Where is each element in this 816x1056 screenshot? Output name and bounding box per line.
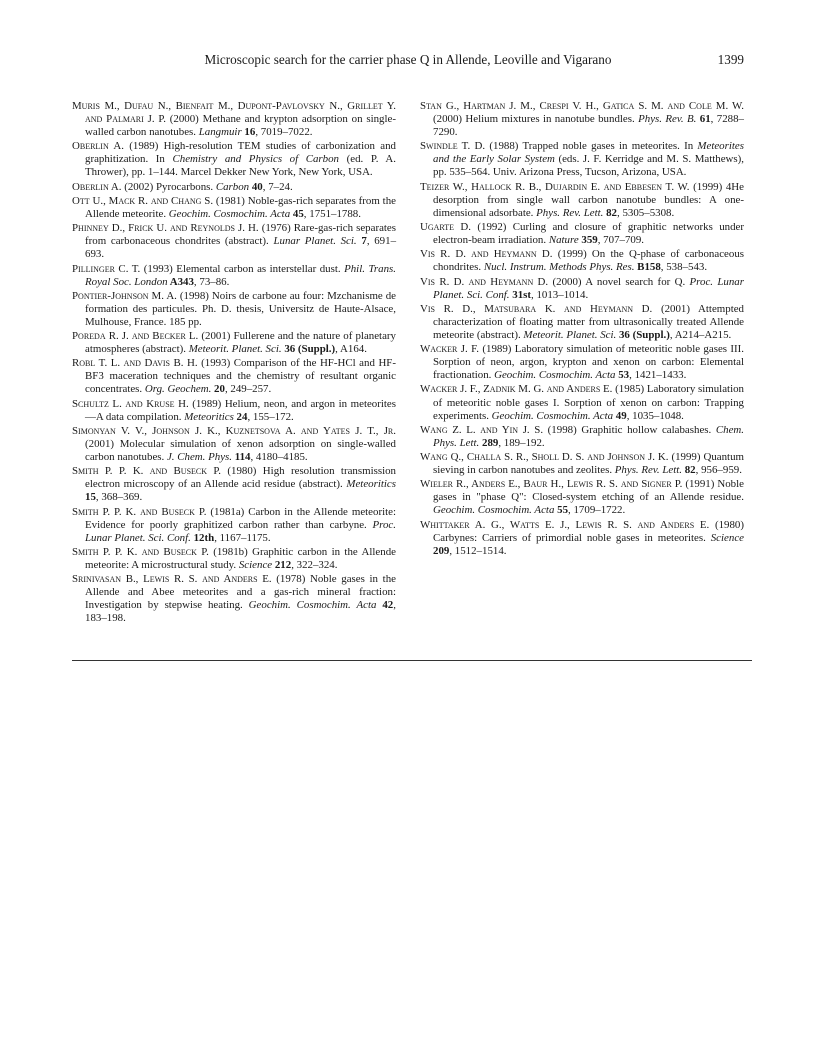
reference-journal: J. Chem. Phys.: [166, 451, 232, 464]
reference-title: (1981b) Graphitic carbon in the Allende meteorite: A microstructural study.: [85, 545, 396, 572]
reference-journal: Phil. Trans. Royal Soc. London: [85, 262, 396, 288]
reference-authors: Stan G., Hartman J. M., Crespi V. H., Gatica S. M. and Cole M. W.: [420, 100, 744, 112]
reference-entry: [72, 573, 396, 625]
reference-entry: [420, 221, 744, 247]
reference-volume: 53: [615, 369, 630, 382]
reference-authors: Oberlin A.: [72, 180, 122, 193]
reference-volume: 42: [376, 599, 394, 612]
reference-entry: [72, 195, 396, 221]
reference-pages: , 73–86.: [193, 275, 230, 288]
page-header: [72, 52, 744, 70]
reference-pages: , 1421–1433.: [629, 369, 687, 382]
reference-entry: [420, 140, 744, 179]
reference-title: (1991) Noble gases in "phase Q": Closed-system etching of an Allende residue.: [433, 478, 744, 504]
reference-title: (1989) High-resolution TEM studies of carbonization and graphitization. In: [85, 140, 396, 166]
reference-authors: Oberlin A.: [72, 140, 125, 153]
reference-pages: , 7–24.: [262, 180, 293, 193]
reference-journal: Meteoritics: [184, 410, 234, 423]
reference-journal: Science: [238, 559, 273, 572]
reference-volume: 15: [85, 491, 96, 504]
reference-authors: Srinivasan B., Lewis R. S. and Anders E.: [72, 573, 272, 586]
reference-journal: Chem. Phys. Lett.: [433, 423, 745, 449]
reference-authors: Wieler R., Anders E., Baur H., Lewis R. S. and Signer P.: [420, 478, 683, 491]
reference-entry: [420, 383, 744, 422]
reference-journal: Nature: [548, 234, 579, 247]
reference-entry: [72, 330, 396, 356]
reference-entry: [420, 303, 744, 342]
reference-volume: 82: [682, 464, 696, 477]
reference-entry: [72, 181, 396, 194]
reference-title: (2001) Fullerene and the nature of planetary atmospheres (abstract).: [85, 330, 396, 356]
reference-authors: Vis R. D. and Heymann D.: [420, 275, 549, 288]
reference-authors: Vis R. D., Matsubara K. and Heymann D.: [420, 302, 653, 315]
reference-title: (2000) Methane and krypton adsorption on single-walled carbon nanotubes.: [85, 113, 396, 139]
reference-journal: Langmuir: [198, 126, 242, 139]
reference-journal: Phys. Rev. B.: [638, 113, 697, 126]
reference-authors: Smith P. P. K. and Buseck P.: [72, 505, 207, 518]
reference-journal: Phys. Rev. Lett.: [536, 206, 604, 219]
reference-journal: Geochim. Cosmochim. Acta: [433, 504, 555, 517]
reference-entry: [72, 506, 396, 545]
reference-journal: Meteoritics: [346, 478, 396, 491]
reference-authors: Vis R. D. and Heymann D.: [420, 248, 553, 261]
reference-title: (1993) Elemental carbon as interstellar dust.: [140, 262, 345, 275]
reference-entry: [420, 343, 744, 382]
reference-entry: [420, 451, 744, 477]
reference-pages: , 7019–7022.: [255, 126, 313, 139]
reference-volume: 24: [233, 410, 248, 423]
reference-entry: [72, 546, 396, 572]
reference-title: (1989) Helium, neon, and argon in meteorites—A data compilation.: [85, 397, 397, 423]
reference-volume: 212: [272, 559, 292, 572]
reference-entry: [420, 100, 744, 139]
reference-journal: Carbon: [215, 180, 250, 193]
reference-volume: 55: [554, 504, 569, 517]
reference-entry: [72, 222, 396, 261]
reference-pages: , 707–709.: [597, 234, 645, 247]
reference-journal: Org. Geochem.: [144, 383, 212, 396]
reference-title: (1999) On the Q-phase of carbonaceous chondrites.: [433, 248, 744, 274]
references-left-column: [72, 100, 396, 627]
reference-authors: Smith P. P. K. and Buseck P.: [72, 465, 221, 478]
reference-authors: Whittaker A. G., Watts E. J., Lewis R. S. and Anders E.: [420, 518, 710, 531]
reference-volume: 31st: [509, 288, 532, 301]
reference-authors: Wacker J. F.: [420, 343, 480, 356]
reference-volume: 12th: [190, 531, 215, 544]
reference-volume: 359: [578, 234, 598, 247]
reference-volume: 36 (Suppl.): [281, 343, 336, 356]
reference-title: (1976) Rare-gas-rich separates from carbonaceous chondrites (abstract).: [85, 222, 397, 248]
reference-title: (1985) Laboratory simulation of meteoritic noble gases I. Sorption of xenon on carbon: Trapping experiments.: [433, 383, 744, 422]
reference-journal: Geochim. Cosmochim. Acta: [491, 409, 614, 422]
reference-journal: Phys. Rev. Lett.: [614, 464, 683, 477]
reference-authors: Wacker J. F., Zadnik M. G. and Anders E.: [420, 383, 613, 396]
reference-title: (2000) Helium mixtures in nanotube bundles.: [433, 113, 639, 126]
reference-journal: Nucl. Instrum. Methods Phys. Res.: [483, 261, 635, 274]
reference-pages: , 368–369.: [95, 491, 143, 504]
reference-authors: Robl T. L. and Davis B. H.: [72, 357, 198, 370]
reference-journal: Chemistry and Physics of Carbon: [172, 153, 340, 166]
reference-journal: Geochim. Cosmochim. Acta: [248, 599, 377, 612]
reference-title: (1980) Carbynes: Carriers of primordial noble gases in meteorites.: [433, 518, 745, 544]
references-right-column: [420, 100, 744, 559]
reference-volume: 16: [241, 126, 256, 139]
reference-journal: Proc. Lunar Planet. Sci. Conf.: [433, 275, 744, 301]
footer-rule: [72, 660, 752, 661]
reference-entry: [72, 290, 396, 329]
reference-volume: 40: [249, 180, 263, 193]
reference-pages: , 322–324.: [291, 559, 338, 572]
reference-pages: , 249–257.: [224, 383, 272, 396]
reference-entry: [72, 100, 396, 139]
reference-authors: Poreda R. J. and Becker L.: [72, 330, 199, 343]
reference-pages: , 1167–1175.: [214, 531, 271, 544]
reference-volume: 45: [290, 207, 304, 220]
reference-authors: Pillinger C. T.: [72, 262, 141, 275]
reference-volume: 7: [356, 235, 367, 248]
reference-pages: (ed. P. A. Thrower), pp. 1–144. Marcel Dekker New York, New York, USA.: [85, 153, 396, 179]
reference-pages: , 5305–5308.: [617, 206, 675, 219]
reference-title: (1989) Laboratory simulation of meteoritic noble gases III. Sorption of neon, argon, krypton and xenon on carbon: Elemental fractionation.: [433, 343, 744, 382]
reference-pages: , A214–A215.: [669, 328, 732, 341]
reference-volume: A343: [167, 275, 194, 288]
reference-volume: 61: [696, 113, 711, 126]
reference-authors: Wang Z. L. and Yin J. S.: [420, 423, 544, 436]
reference-pages: , 1512–1514.: [449, 544, 507, 557]
reference-pages: , 538–543.: [660, 261, 708, 274]
reference-entry: [72, 398, 396, 424]
reference-title: (1978) Noble gases in the Allende and Abee meteorites and a gas-rich mineral fraction: Investigation by stepwise heating.: [85, 573, 396, 612]
reference-volume: 114: [232, 451, 251, 464]
reference-entry: [72, 425, 396, 464]
reference-authors: Ugarte D.: [420, 220, 472, 233]
reference-title: (2001) Attempted characterization of floating matter from ultrasonically treated Allende meteorite (abstract).: [433, 302, 744, 341]
reference-pages: , 1035–1048.: [626, 409, 684, 422]
page-number: 1399: [717, 52, 744, 67]
reference-title: (1981a) Carbon in the Allende meteorite: Evidence for poorly graphitized carbon rather than carbyne.: [85, 505, 396, 531]
reference-entry: [420, 248, 744, 274]
reference-journal: Meteorit. Planet. Sci.: [523, 328, 617, 341]
reference-volume: 82: [603, 206, 618, 219]
reference-title: (1993) Comparison of the HF-HCl and HF-BF3 maceration techniques and the chemistry of resultant organic concentrates.: [85, 357, 396, 396]
reference-pages: , A164.: [335, 343, 367, 356]
reference-title: (1981) Noble-gas-rich separates from the Allende meteorite.: [85, 194, 396, 220]
reference-authors: Simonyan V. V., Johnson J. K., Kuznetsova A. and Yates J. T., Jr.: [72, 425, 396, 437]
reference-entry: [420, 478, 744, 517]
reference-pages: , 956–959.: [695, 464, 742, 477]
reference-title: (2001) Molecular simulation of xenon adsorption on single-walled carbon nanotubes.: [85, 438, 396, 464]
reference-pages: , 1709–1722.: [568, 504, 626, 517]
reference-journal: Geochim. Cosmochim. Acta: [494, 369, 616, 382]
reference-title: (2000) A novel search for Q.: [548, 275, 690, 288]
reference-volume: 289: [479, 436, 499, 449]
reference-pages: (eds. J. F. Kerridge and M. S. Matthews), pp. 535–564. Univ. Arizona Press, Tucson, Arizona, USA.: [433, 153, 744, 179]
reference-pages: , 1013–1014.: [531, 288, 589, 301]
reference-entry: [72, 140, 396, 179]
reference-title: (1999) Quantum sieving in carbon nanotubes and zeolites.: [433, 451, 744, 477]
reference-pages: , 183–198.: [85, 599, 396, 625]
reference-entry: [72, 465, 396, 504]
reference-entry: [420, 424, 744, 450]
reference-entry: [72, 263, 396, 289]
reference-authors: Teizer W., Hallock R. B., Dujardin E. and Ebbesen T. W.: [420, 180, 690, 193]
reference-entry: [420, 276, 744, 302]
reference-authors: Phinney D., Frick U. and Reynolds J. H.: [72, 222, 259, 235]
reference-volume: B158: [634, 261, 661, 274]
reference-journal: Meteorites and the Early Solar System: [433, 140, 744, 166]
reference-title: (1998) Noirs de carbone au four: Mzchanisme de formation des particules. Ph. D. thesis, Universitz de Haute-Alsace, Mulhouse, France. 185 pp.: [85, 289, 396, 328]
reference-authors: Muris M., Dufau N., Bienfait M., Dupont-Pavlovsky N., Grillet Y. and Palmari J. P.: [72, 100, 396, 126]
reference-authors: Pontier-Johnson M. A.: [72, 289, 177, 302]
reference-entry: [72, 357, 396, 396]
running-title: Microscopic search for the carrier phase Q in Allende, Leoville and Vigarano: [204, 52, 612, 67]
reference-volume: 20: [211, 383, 225, 396]
reference-title: (1999) 4He desorption from single wall carbon nanotube bundles: A one-dimensional adsorbate.: [433, 180, 744, 219]
reference-journal: Geochim. Cosmochim. Acta: [168, 207, 291, 220]
reference-volume: 209: [433, 544, 450, 557]
reference-title: (1998) Graphitic hollow calabashes.: [543, 423, 716, 436]
reference-authors: Wang Q., Challa S. R., Sholl D. S. and Johnson J. K.: [420, 451, 669, 464]
reference-title: (1992) Curling and closure of graphitic networks under electron-beam irradiation.: [433, 220, 744, 247]
reference-pages: , 7288–7290.: [433, 113, 744, 139]
reference-pages: , 4180–4185.: [250, 451, 308, 464]
reference-volume: 36 (Suppl.): [616, 328, 670, 341]
reference-journal: Meteorit. Planet. Sci.: [188, 343, 282, 356]
reference-volume: 49: [613, 409, 627, 422]
reference-journal: Science: [710, 531, 744, 544]
reference-journal: Proc. Lunar Planet. Sci. Conf.: [85, 518, 396, 544]
reference-pages: , 1751–1788.: [303, 207, 361, 220]
reference-entry: [420, 181, 744, 220]
reference-authors: Schultz L. and Kruse H.: [72, 397, 189, 410]
reference-authors: Swindle T. D.: [420, 140, 486, 153]
reference-title: (2002) Pyrocarbons.: [121, 180, 216, 193]
reference-pages: , 691–693.: [85, 235, 397, 261]
reference-journal: Lunar Planet. Sci.: [273, 235, 357, 248]
reference-title: (1988) Trapped noble gases in meteorites. In: [485, 140, 698, 153]
reference-pages: , 155–172.: [247, 410, 294, 423]
reference-entry: [420, 519, 744, 558]
reference-pages: , 189–192.: [498, 436, 545, 449]
reference-authors: Ott U., Mack R. and Chang S.: [72, 194, 214, 207]
reference-title: (1980) High resolution transmission electron microscopy of an Allende acid residue (abstract).: [85, 465, 396, 491]
reference-authors: Smith P. P. K. and Buseck P.: [72, 545, 209, 558]
